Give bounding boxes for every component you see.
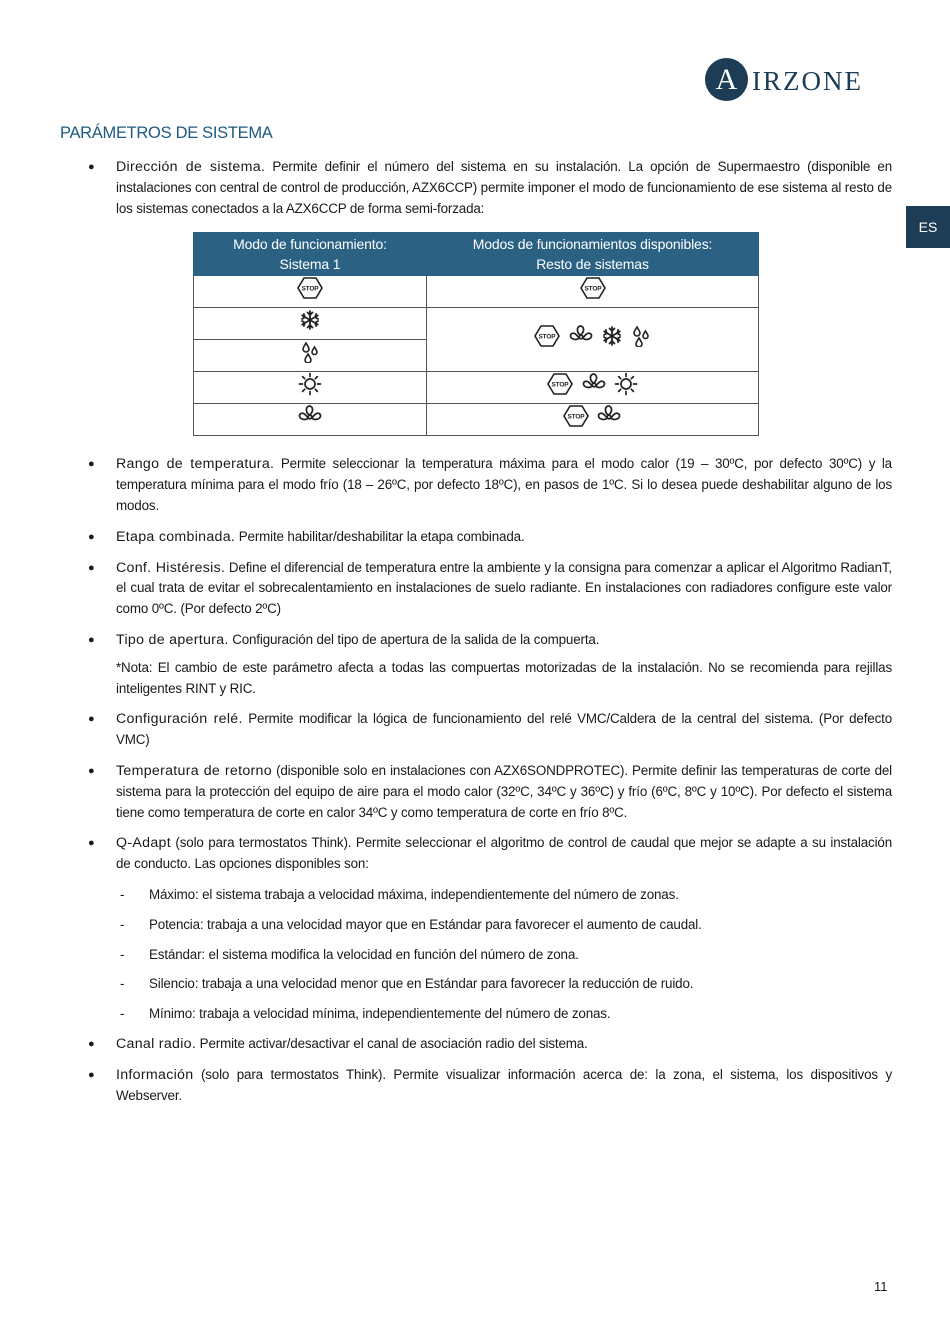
bullet-lead: Configuración relé. <box>116 711 243 728</box>
table-row <box>194 372 759 404</box>
bullet-text: (solo para termostatos Think). Permite visualizar información acerca de: la zona, el sistema, los dispositivos y Webserver. <box>116 1066 892 1103</box>
table-header-sistema <box>194 233 427 276</box>
modes-table <box>193 232 759 436</box>
available-modes-cell <box>427 308 759 372</box>
bullet-dot: ● <box>88 713 95 726</box>
header-line: Resto de sistemas <box>536 256 649 273</box>
table-row <box>194 404 759 436</box>
mode-cell <box>194 276 427 308</box>
q-adapt-option <box>60 974 892 995</box>
bullet-histeresis <box>60 558 892 620</box>
bullet-lead: Información <box>116 1066 194 1083</box>
bullet-q-adapt <box>60 833 892 875</box>
language-tab[interactable]: ES <box>906 206 950 248</box>
section-title: PARÁMETROS DE SISTEMA <box>60 124 273 142</box>
stop-icon <box>547 373 573 402</box>
fan-icon <box>596 404 622 435</box>
dash-marker: - <box>120 886 125 902</box>
mode-cell <box>194 308 427 340</box>
svg-text:STOP: STOP <box>538 333 556 341</box>
bullet-etapa-combinada <box>60 527 892 548</box>
mode-cell <box>194 404 427 436</box>
bullet-direccion <box>60 157 892 219</box>
fan-icon <box>581 372 607 403</box>
dash-marker: - <box>120 1006 125 1022</box>
sun-icon <box>614 372 638 403</box>
option-text: Silencio: trabaja a una velocidad menor que en Estándar para favorecer la reducción de ruido. <box>149 976 694 992</box>
bullet-text: (disponible solo en instalaciones con AZX6SONDPROTEC). Permite definir las temperaturas de corte del sistema para la protección del equipo de aire para el modo calor (32ºC, 34ºC y 36ºC) y frío (6ºC, 8ºC y 10ºC). Por defecto el sistema tiene como temperatura de corte en calor 34ºC y como temperatura de corte en frío 8ºC. <box>116 762 892 820</box>
bullet-lead: Conf. Histéresis. <box>116 559 226 576</box>
dash-marker: - <box>120 976 125 992</box>
bullet-informacion <box>60 1065 892 1107</box>
header-line: Sistema 1 <box>279 256 341 273</box>
option-text: Potencia: trabaja a una velocidad mayor que en Estándar para favorecer el aumento de caudal. <box>149 916 702 932</box>
bullet-text: Permite activar/desactivar el canal de asociación radio del sistema. <box>196 1035 588 1051</box>
mode-cell <box>194 372 427 404</box>
bullet-dot: ● <box>88 561 95 574</box>
stop-icon <box>580 277 606 306</box>
drops-icon <box>300 341 320 370</box>
svg-text:STOP: STOP <box>551 381 569 389</box>
bullet-dot: ● <box>88 1068 95 1081</box>
bullet-rango-temperatura <box>60 454 892 516</box>
header-line: Modo de funcionamiento: <box>233 236 387 253</box>
bullet-lead: Tipo de apertura. <box>116 631 229 648</box>
bullet-text: Configuración del tipo de apertura de la salida de la compuerta. <box>228 631 600 647</box>
bullet-text: Permite habilitar/deshabilitar la etapa combinada. <box>235 528 525 544</box>
dash-marker: - <box>120 916 125 932</box>
fan-icon <box>568 324 594 355</box>
option-text: Mínimo: trabaja a velocidad mínima, independientemente del número de zonas. <box>149 1006 611 1022</box>
bullet-dot: ● <box>88 458 95 471</box>
bullet-text: (solo para termostatos Think). Permite seleccionar el algoritmo de control de caudal que mejor se adapte a su instalación de conducto. Las opciones disponibles son: <box>116 835 892 872</box>
table-row <box>194 308 759 340</box>
available-modes-cell <box>427 276 759 308</box>
logo-circle <box>705 58 748 101</box>
airzone-logo <box>705 56 863 102</box>
dash-marker: - <box>120 946 125 962</box>
q-adapt-option <box>60 915 892 936</box>
stop-icon <box>297 277 323 306</box>
bullet-text: Define el diferencial de temperatura entre la ambiente y la consigna para comenzar a aplicar el Algoritmo RadianT, el cual trata de evitar el sobrecalentamiento en instalaciones de suelo radiante. En instalaciones con radiadores configure este valor como 0ºC. (Por defecto 2ºC) <box>116 559 893 617</box>
stop-icon <box>534 325 560 354</box>
drops-icon <box>631 325 651 354</box>
snowflake-icon <box>601 325 623 354</box>
page-content <box>60 157 892 1116</box>
bullet-dot: ● <box>88 837 95 850</box>
svg-text:STOP: STOP <box>301 285 319 293</box>
available-modes-cell <box>427 404 759 436</box>
bullet-dot: ● <box>88 1037 95 1050</box>
page-number: 11 <box>874 1279 888 1294</box>
mode-cell <box>194 340 427 372</box>
bullet-lead: Rango de temperatura. <box>116 456 275 473</box>
table-header-resto <box>427 233 759 276</box>
svg-text:STOP: STOP <box>584 285 601 293</box>
stop-icon <box>563 405 589 434</box>
snowflake-icon <box>299 309 321 338</box>
logo-letter: A <box>715 63 738 96</box>
header-line: Modos de funcionamientos disponibles: <box>472 236 713 253</box>
bullet-lead: Canal radio. <box>116 1035 197 1052</box>
sun-icon <box>298 372 322 403</box>
logo-wordmark: IRZONE <box>752 65 863 96</box>
svg-text:STOP: STOP <box>567 413 585 421</box>
fan-icon <box>297 404 323 435</box>
bullet-lead: Dirección de sistema. <box>116 159 266 175</box>
q-adapt-option <box>60 1004 892 1025</box>
available-modes-cell <box>427 372 759 404</box>
bullet-dot: ● <box>88 633 95 646</box>
bullet-temperatura-retorno <box>60 761 892 823</box>
bullet-text: Permite definir el número del sistema en su instalación. La opción de Supermaestro (disponible en instalaciones con central de control de producción, AZX6CCP) permite imponer el modo de funcionamiento de ese sistema al resto de los sistemas conectados a la AZX6CCP de forma semi-forzada: <box>116 159 892 216</box>
bullet-text: Permite modificar la lógica de funcionamiento del relé VMC/Caldera de la central del sistema. (Por defecto VMC) <box>116 711 892 748</box>
bullet-canal-radio <box>60 1034 892 1055</box>
table-row <box>194 276 759 308</box>
bullet-lead: Q-Adapt <box>116 835 171 852</box>
bullet-dot: ● <box>88 161 95 173</box>
bullet-dot: ● <box>88 764 95 777</box>
bullet-text: Permite seleccionar la temperatura máxima para el modo calor (19 – 30ºC, por defecto 30ºC) y la temperatura mínima para el modo frío (18 – 26ºC, por defecto 18ºC), en pasos de 1ºC. Si lo desea puede deshabilitar alguno de los modos. <box>116 456 892 513</box>
option-text: Máximo: el sistema trabaja a velocidad máxima, independientemente del número de zonas. <box>149 886 679 902</box>
bullet-configuracion-rele <box>60 709 892 751</box>
bullet-dot: ● <box>88 530 95 543</box>
bullet-tipo-apertura <box>60 630 892 651</box>
apertura-note: *Nota: El cambio de este parámetro afecta a todas las compuertas motorizadas de la instalación. No se recomienda para rejillas inteligentes RINT y RIC. <box>116 659 892 696</box>
q-adapt-option <box>60 945 892 966</box>
option-text: Estándar: el sistema modifica la velocidad en función del número de zona. <box>149 946 579 962</box>
q-adapt-option <box>60 885 892 906</box>
bullet-lead: Temperatura de retorno <box>116 762 272 779</box>
bullet-lead: Etapa combinada. <box>116 528 236 545</box>
